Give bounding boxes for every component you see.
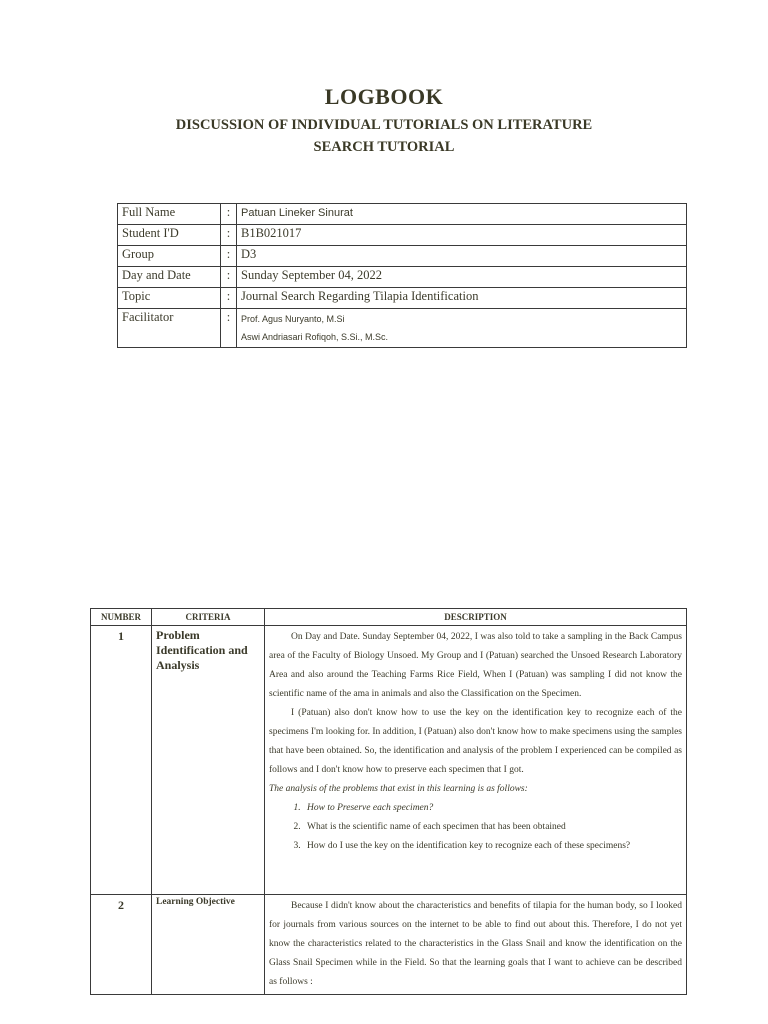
logbook-table bbox=[90, 608, 687, 995]
info-value bbox=[237, 204, 687, 225]
row-number: 1 bbox=[91, 626, 152, 895]
topic-value: Journal Search Regarding Tilapia Identification bbox=[237, 288, 687, 309]
info-row-student-id bbox=[118, 225, 687, 246]
table-header-row bbox=[91, 609, 687, 626]
list-item: 1. How to Preserve each specimen? bbox=[303, 799, 682, 818]
table-row bbox=[91, 626, 687, 895]
list-item: 3. How do I use the key on the identification key to recognize each of these specimens? bbox=[303, 837, 682, 856]
info-row-group bbox=[118, 246, 687, 267]
info-row-day-date bbox=[118, 267, 687, 288]
info-row-facilitator bbox=[118, 309, 687, 348]
student-id-value: B1B021017 bbox=[237, 225, 687, 246]
info-row-topic bbox=[118, 288, 687, 309]
table-row bbox=[91, 895, 687, 995]
row-criteria: Problem Identification and Analysis bbox=[152, 626, 265, 895]
info-colon: : bbox=[221, 267, 237, 288]
info-colon: : bbox=[221, 204, 237, 225]
info-row-full-name bbox=[118, 204, 687, 225]
facilitator-name-2: Aswi Andriasari Rofiqoh, S.Si., M.Sc. bbox=[241, 332, 389, 342]
info-label: Student I'D bbox=[118, 225, 221, 246]
info-label: Facilitator bbox=[118, 309, 221, 348]
info-label: Group bbox=[118, 246, 221, 267]
info-colon: : bbox=[221, 288, 237, 309]
row-number: 2 bbox=[91, 895, 152, 995]
info-colon: : bbox=[221, 309, 237, 348]
page-subtitle-line1: DISCUSSION OF INDIVIDUAL TUTORIALS ON LITERATURE bbox=[175, 117, 593, 133]
info-label: Full Name bbox=[118, 204, 221, 225]
facilitator-name-1: Prof. Agus Nuryanto, M.Si bbox=[241, 314, 345, 324]
row-description bbox=[265, 895, 687, 995]
page-subtitle-line2: SEARCH TUTORIAL bbox=[313, 139, 455, 155]
page-title: LOGBOOK bbox=[324, 84, 444, 109]
info-label: Day and Date bbox=[118, 267, 221, 288]
facilitator-value bbox=[237, 309, 687, 348]
description-paragraph: On Day and Date. Sunday September 04, 2022, I was also told to take a sampling in the Back Campus area of the Faculty of Biology Unsoed. My Group and I (Patuan) searched the Unsoed Research Laboratory Area and also around the Teaching Farms Rice Field, When I (Patuan) was sampling I did not know the scientific name of the ama in animals and also the Classification on the Specimen. bbox=[269, 632, 682, 699]
header-number: NUMBER bbox=[91, 609, 152, 626]
info-colon: : bbox=[221, 225, 237, 246]
analysis-list bbox=[269, 799, 682, 856]
description-paragraph: I (Patuan) also don't know how to use the key on the identification key to recognize each of the specimens I'm looking for. In addition, I (Patuan) also don't know how to make specimens using the samples that have been obtained. So, the identification and analysis of the problem I experienced can be compiled as follows and I don't know how to preserve each specimen that I got. bbox=[269, 708, 682, 775]
student-info-table bbox=[117, 203, 687, 348]
analysis-intro: The analysis of the problems that exist in this learning is as follows: bbox=[269, 784, 528, 794]
info-colon: : bbox=[221, 246, 237, 267]
row-criteria: Learning Objective bbox=[152, 895, 265, 995]
list-item: 2. What is the scientific name of each specimen that has been obtained bbox=[303, 818, 682, 837]
header-description: DESCRIPTION bbox=[265, 609, 687, 626]
description-paragraph: Because I didn't know about the characteristics and benefits of tilapia for the human body, so I looked for journals from various sources on the internet to be able to find out about this. Therefore, I do not yet know the characteristics related to the characteristics in the Glass Snail and know the identification on the Glass Snail Specimen while in the Field. So that the learning goals that I want to achieve can be described as follows : bbox=[269, 901, 682, 987]
header-criteria: CRITERIA bbox=[152, 609, 265, 626]
full-name-value: Patuan Lineker Sinurat bbox=[241, 207, 353, 219]
group-value: D3 bbox=[237, 246, 687, 267]
row-description bbox=[265, 626, 687, 895]
info-label: Topic bbox=[118, 288, 221, 309]
day-date-value: Sunday September 04, 2022 bbox=[237, 267, 687, 288]
